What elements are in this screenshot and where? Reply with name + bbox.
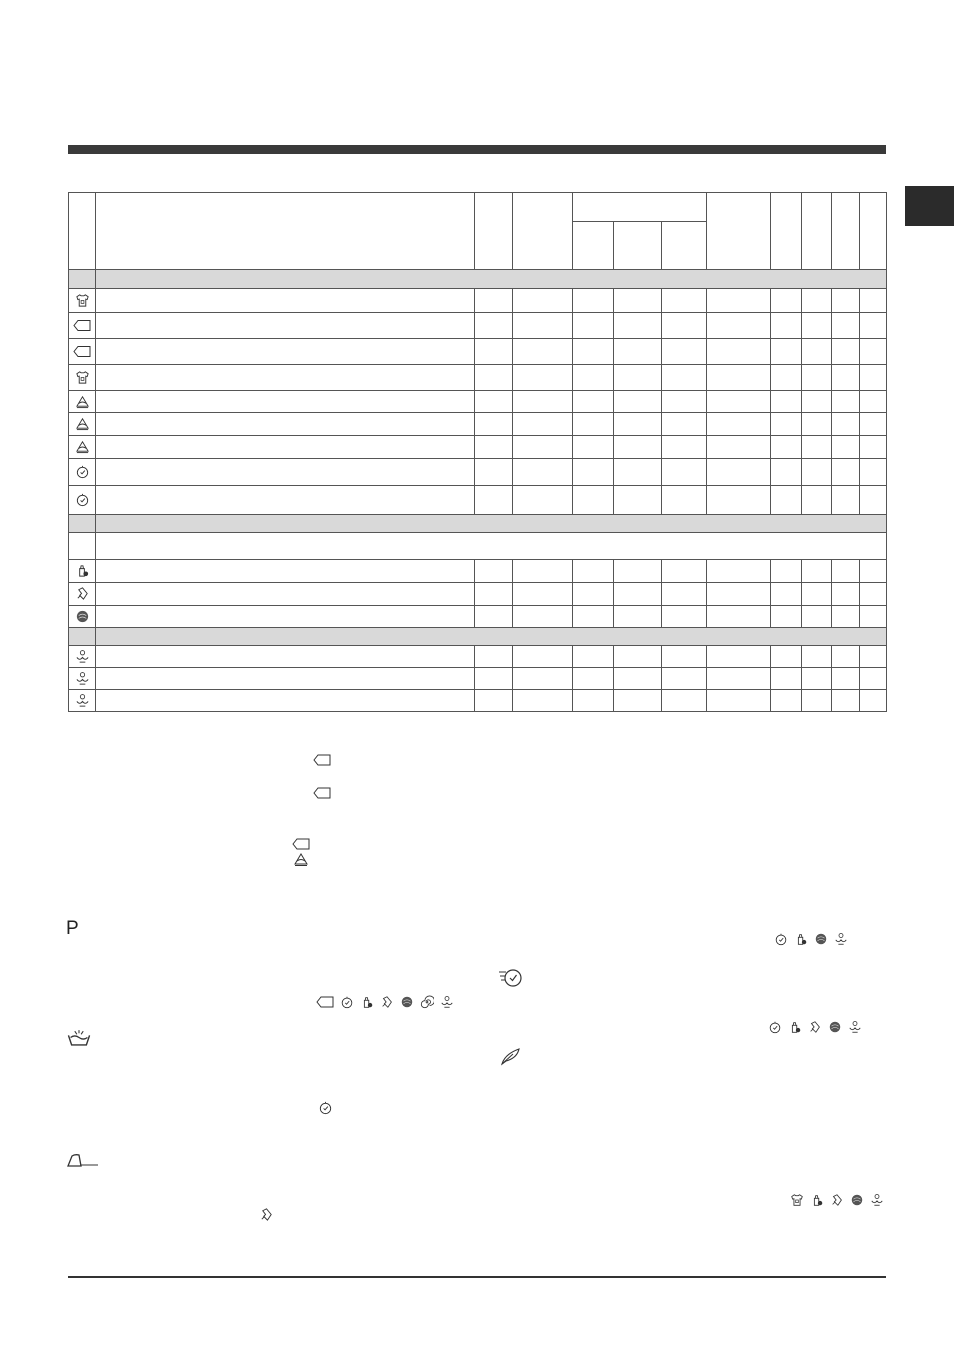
table-cell: [832, 436, 860, 459]
wool-icon: [828, 1020, 842, 1034]
hand-wash-basin-icon: [66, 1028, 92, 1047]
table-cell: [771, 365, 802, 391]
table-row: [69, 365, 887, 391]
table-cell: [860, 486, 887, 515]
row-icon-cell: [69, 313, 96, 339]
shirt-icon: [75, 293, 90, 308]
row-icon-cell: [69, 436, 96, 459]
table-cell: [573, 606, 614, 628]
table-cell: [513, 459, 573, 486]
table-cell: [614, 339, 662, 365]
table-cell: [860, 339, 887, 365]
table-cell: [771, 690, 802, 712]
table-cell: [707, 289, 771, 313]
header-description-col: [96, 193, 475, 270]
table-cell: [614, 583, 662, 606]
table-cell: [707, 459, 771, 486]
table-cell: [662, 668, 707, 690]
table-cell: [513, 436, 573, 459]
table-cell: [707, 606, 771, 628]
programmes-table: [68, 192, 887, 712]
table-row: [69, 459, 887, 486]
table-cell: [96, 690, 475, 712]
table-cell: [707, 365, 771, 391]
table-cell: [513, 289, 573, 313]
table-cell: [662, 339, 707, 365]
table-cell: [573, 289, 614, 313]
tag-icon: [313, 753, 331, 767]
row-icon-cell: [69, 459, 96, 486]
table-row: [69, 583, 887, 606]
table-cell: [475, 668, 513, 690]
icons-row-right-3: [790, 1193, 884, 1207]
table-cell: [771, 391, 802, 413]
timer-icon: [768, 1020, 782, 1034]
table-cell: [573, 486, 614, 515]
table-cell: [662, 486, 707, 515]
table-row: [69, 606, 887, 628]
table-cell: [802, 690, 832, 712]
table-cell: [614, 391, 662, 413]
header-row-top: [69, 193, 887, 222]
table-cell: [832, 313, 860, 339]
table-cell: [860, 313, 887, 339]
table-cell: [614, 560, 662, 583]
timer-icon: [75, 492, 90, 507]
table-cell: [707, 583, 771, 606]
table-cell: [513, 365, 573, 391]
rinse-spin-icon: [848, 1020, 862, 1034]
tag-icon: [73, 344, 91, 359]
baby-bottle-icon: [75, 563, 90, 578]
icons-row-right-2: [768, 1020, 862, 1034]
rinse-spin-icon: [75, 671, 90, 686]
table-cell: [802, 413, 832, 436]
table-cell: [475, 289, 513, 313]
table-cell: [832, 365, 860, 391]
header-icon-col: [69, 193, 96, 270]
table-cell: [860, 459, 887, 486]
table-cell: [573, 413, 614, 436]
row-icon-cell: [69, 413, 96, 436]
table-cell: [662, 560, 707, 583]
table-cell: [771, 339, 802, 365]
baby-bottle-icon: [794, 932, 808, 946]
table-cell: [802, 646, 832, 668]
notes-marker: P: [66, 918, 79, 939]
table-cell: [771, 413, 802, 436]
table-cell: [802, 486, 832, 515]
table-cell: [614, 436, 662, 459]
table-row: [69, 313, 887, 339]
table-cell: [614, 690, 662, 712]
table-cell: [771, 313, 802, 339]
table-cell: [662, 646, 707, 668]
table-cell: [832, 413, 860, 436]
baby-bottle-icon: [810, 1193, 824, 1207]
table-cell: [513, 313, 573, 339]
tag-icon: [313, 786, 331, 800]
tag-icon: [73, 318, 91, 333]
table-cell: [573, 459, 614, 486]
table-row: [69, 436, 887, 459]
table-cell: [573, 668, 614, 690]
row-icon-cell: [69, 486, 96, 515]
timer-icon: [75, 464, 90, 479]
table-cell: [513, 486, 573, 515]
table-cell: [475, 391, 513, 413]
header-sub-col-2: [614, 222, 662, 270]
table-cell: [662, 313, 707, 339]
table-cell: [860, 668, 887, 690]
rinse-spin-icon: [834, 932, 848, 946]
table-cell: [860, 583, 887, 606]
silk-icon: [380, 995, 394, 1009]
table-cell: [832, 560, 860, 583]
row-icon-cell: [69, 690, 96, 712]
iron-icon: [66, 1152, 100, 1168]
table-row: [69, 289, 887, 313]
table-row: [69, 560, 887, 583]
wool-icon: [850, 1193, 864, 1207]
table-cell: [802, 606, 832, 628]
table-cell: [707, 560, 771, 583]
table-cell: [860, 690, 887, 712]
table-cell: [513, 413, 573, 436]
table-cell: [96, 606, 475, 628]
table-cell: [662, 436, 707, 459]
table-cell: [802, 339, 832, 365]
header-col-12: [860, 193, 887, 270]
table-cell: [662, 690, 707, 712]
rinse-spin-icon: [440, 995, 454, 1009]
table-cell: [614, 289, 662, 313]
table-cell: [771, 583, 802, 606]
header-col-11: [832, 193, 860, 270]
table-cell: [96, 583, 475, 606]
wool-icon: [400, 995, 414, 1009]
table-cell: [614, 646, 662, 668]
table-cell: [771, 560, 802, 583]
table-cell: [513, 668, 573, 690]
timer-icon: [340, 995, 354, 1009]
table-cell: [513, 583, 573, 606]
header-sub-col-1: [573, 222, 614, 270]
table-cell: [860, 560, 887, 583]
section-note-row: [69, 533, 887, 560]
table-cell: [96, 646, 475, 668]
table-row: [69, 391, 887, 413]
table-cell: [573, 313, 614, 339]
row-icon-cell: [69, 668, 96, 690]
table-cell: [475, 313, 513, 339]
table-cell: [573, 391, 614, 413]
table-cell: [707, 339, 771, 365]
table-cell: [707, 313, 771, 339]
table-cell: [832, 583, 860, 606]
table-row: [69, 690, 887, 712]
table-cell: [573, 560, 614, 583]
bottom-rule: [68, 1276, 886, 1278]
rinse-spin-icon: [870, 1193, 884, 1207]
baby-bottle-icon: [360, 995, 374, 1009]
section-row-3: [69, 628, 887, 646]
row-icon-cell: [69, 339, 96, 365]
table-cell: [475, 690, 513, 712]
table-cell: [96, 289, 475, 313]
feather-icon: [499, 1046, 523, 1066]
table-cell: [662, 413, 707, 436]
table-cell: [662, 391, 707, 413]
table-cell: [96, 486, 475, 515]
table-cell: [573, 583, 614, 606]
table-cell: [707, 391, 771, 413]
header-col-9: [771, 193, 802, 270]
table-cell: [860, 413, 887, 436]
row-icon-cell: [69, 606, 96, 628]
synthetic-icon: [75, 416, 90, 431]
timer-icon: [318, 1100, 333, 1115]
table-cell: [802, 313, 832, 339]
table-cell: [832, 668, 860, 690]
table-row: [69, 486, 887, 515]
silk-icon: [259, 1207, 274, 1222]
table-cell: [513, 391, 573, 413]
row-icon-cell: [69, 365, 96, 391]
table-cell: [860, 391, 887, 413]
shirt-icon: [75, 370, 90, 385]
table-cell: [573, 646, 614, 668]
silk-icon: [830, 1193, 844, 1207]
wool-icon: [75, 609, 90, 624]
language-tab: [905, 186, 954, 226]
table-cell: [513, 560, 573, 583]
header-sub-col-3: [662, 222, 707, 270]
baby-bottle-icon: [788, 1020, 802, 1034]
table-cell: [96, 668, 475, 690]
table-cell: [802, 459, 832, 486]
table-cell: [832, 486, 860, 515]
table-cell: [832, 606, 860, 628]
table-cell: [802, 560, 832, 583]
table-cell: [662, 365, 707, 391]
table-cell: [96, 459, 475, 486]
table-cell: [832, 391, 860, 413]
top-rule: [68, 145, 886, 154]
table-cell: [96, 413, 475, 436]
table-cell: [475, 436, 513, 459]
table-cell: [614, 668, 662, 690]
table-cell: [707, 413, 771, 436]
silk-icon: [808, 1020, 822, 1034]
table-cell: [614, 365, 662, 391]
table-cell: [96, 391, 475, 413]
icons-row-left: [316, 995, 454, 1009]
table-cell: [832, 690, 860, 712]
table-cell: [832, 459, 860, 486]
table-cell: [96, 436, 475, 459]
table-cell: [513, 690, 573, 712]
rinse-spin-icon: [75, 693, 90, 708]
shirt-icon: [790, 1193, 804, 1207]
table-cell: [662, 606, 707, 628]
table-cell: [513, 339, 573, 365]
synthetic-icon: [75, 394, 90, 409]
table-cell: [96, 560, 475, 583]
silk-icon: [75, 586, 90, 601]
table-cell: [573, 690, 614, 712]
header-col-3: [475, 193, 513, 270]
table-cell: [860, 289, 887, 313]
table-cell: [614, 486, 662, 515]
header-col-10: [802, 193, 832, 270]
quick-wash-icon: [497, 966, 525, 988]
tag-icon: [316, 995, 334, 1009]
table-cell: [802, 436, 832, 459]
table-cell: [475, 339, 513, 365]
table-cell: [614, 313, 662, 339]
table-cell: [771, 459, 802, 486]
section-row-2: [69, 515, 887, 533]
table-cell: [860, 646, 887, 668]
table-cell: [96, 339, 475, 365]
row-icon-cell: [69, 391, 96, 413]
table-cell: [860, 436, 887, 459]
table-cell: [662, 459, 707, 486]
table-cell: [860, 606, 887, 628]
table-cell: [771, 486, 802, 515]
header-col-4: [513, 193, 573, 270]
section-row-1: [69, 270, 887, 289]
table-cell: [832, 339, 860, 365]
table-cell: [771, 606, 802, 628]
table-cell: [707, 646, 771, 668]
table-cell: [614, 606, 662, 628]
table-cell: [513, 606, 573, 628]
header-col-8: [707, 193, 771, 270]
table-cell: [475, 646, 513, 668]
table-cell: [573, 339, 614, 365]
wool-icon: [814, 932, 828, 946]
table-cell: [614, 459, 662, 486]
table-cell: [771, 436, 802, 459]
table-cell: [832, 289, 860, 313]
table-cell: [573, 365, 614, 391]
table-cell: [475, 560, 513, 583]
table-cell: [475, 583, 513, 606]
row-icon-cell: [69, 289, 96, 313]
table-cell: [802, 391, 832, 413]
row-icon-cell: [69, 583, 96, 606]
table-cell: [614, 413, 662, 436]
table-cell: [771, 289, 802, 313]
spiral-icon: [420, 995, 434, 1009]
table-cell: [771, 668, 802, 690]
row-icon-cell: [69, 560, 96, 583]
table-cell: [513, 646, 573, 668]
table-cell: [662, 583, 707, 606]
timer-icon: [774, 932, 788, 946]
icons-row-right-1: [774, 932, 848, 946]
table-cell: [707, 436, 771, 459]
table-cell: [475, 606, 513, 628]
table-cell: [832, 646, 860, 668]
table-row: [69, 668, 887, 690]
table-cell: [475, 486, 513, 515]
table-cell: [475, 459, 513, 486]
table-cell: [96, 313, 475, 339]
table-cell: [96, 365, 475, 391]
table-cell: [707, 668, 771, 690]
table-cell: [771, 646, 802, 668]
table-cell: [802, 365, 832, 391]
tag-icon: [292, 837, 310, 851]
synthetic-icon: [293, 851, 309, 867]
synthetic-icon: [75, 439, 90, 454]
rinse-spin-icon: [75, 649, 90, 664]
table-cell: [860, 365, 887, 391]
row-icon-cell: [69, 646, 96, 668]
table-row: [69, 339, 887, 365]
table-row: [69, 646, 887, 668]
table-row: [69, 413, 887, 436]
table-cell: [707, 486, 771, 515]
table-cell: [802, 583, 832, 606]
table-cell: [802, 668, 832, 690]
table-cell: [802, 289, 832, 313]
table-cell: [475, 365, 513, 391]
header-group-col: [573, 193, 707, 222]
table-cell: [707, 690, 771, 712]
table-cell: [662, 289, 707, 313]
table-cell: [475, 413, 513, 436]
table-cell: [573, 436, 614, 459]
